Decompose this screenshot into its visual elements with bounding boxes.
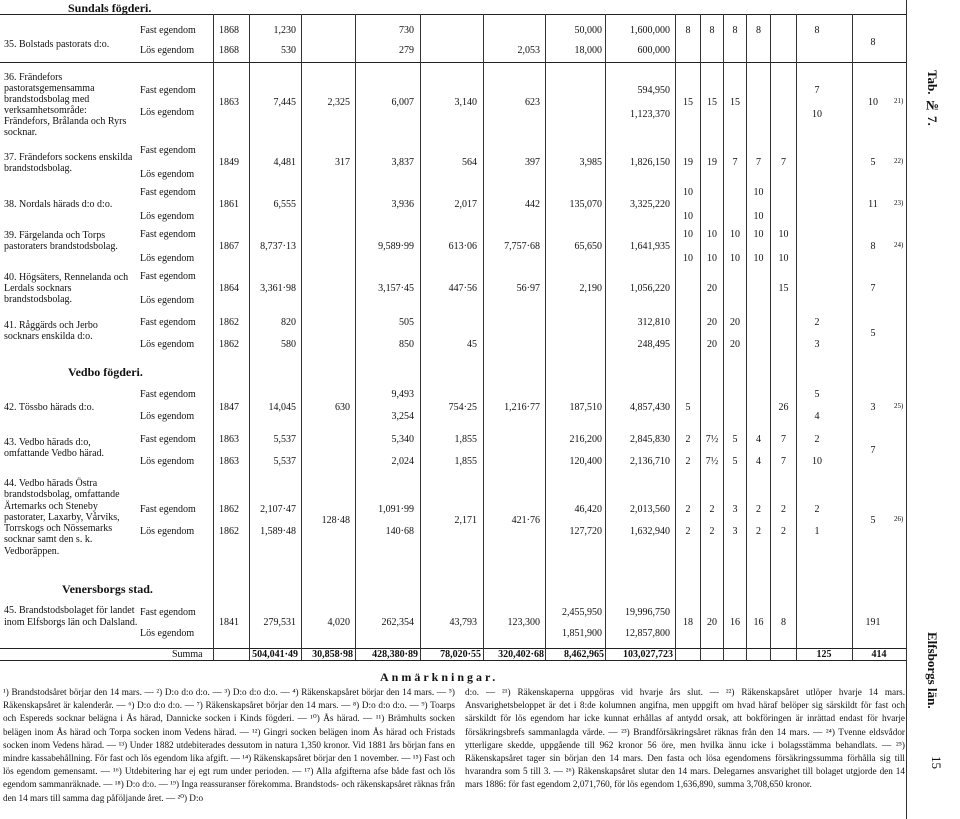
cell: 594,950 bbox=[637, 85, 670, 96]
cell: 248,495 bbox=[637, 339, 670, 350]
notes-right: d:o. — ²¹) Räkenskaperna uppgöras vid hvarje års slut. — ²²) Räkenskapsåret utlöper hvarje 14 mars. Ansvarighetsbeloppet är det i 8:de kolumnen angifna, men uppgift om hvad häraf belöper sig särskildt för fast och särskildt för lös egendom har icke kunnat erhållas af antydd orsak, att bokföringen är inrättad endast för hvarje försäkringsbrefs sammanlagda värde. — ²³) Brandförsäkringsåret räknas från den 14 mars. — ²⁴) Tvenne eldsvådor ytterligare skedde, uppgående till 962 kronor 56 öre, men hvilka ännu icke i bolagsstämma behandlats. — ²⁵) Räkenskapsåret tager sin början den 14 mars. Den fasta och lösa egendomens försäkringssumma förhålla sig till hvarandra som 5 till 3. — ²⁶) Räkenskapsåret slutar den 14 mars. Delegarnes ansvarighet till bolaget utgjorde den 14 mars 1886: för fast egendom 2,071,760, för lös egendom 1,636,890, summa 3,708,650 kronor. bbox=[465, 687, 905, 790]
kind-los: Lös egendom bbox=[140, 411, 195, 422]
cell: 2 bbox=[814, 434, 820, 445]
cell: 16 bbox=[730, 617, 740, 628]
column-rule bbox=[545, 14, 546, 660]
cell: 7 bbox=[781, 456, 786, 467]
column-rule bbox=[355, 14, 356, 660]
footnote-ref: 25) bbox=[894, 402, 904, 410]
cell: 7,757·68 bbox=[504, 241, 540, 252]
cell: 18,000 bbox=[574, 45, 602, 56]
cell: 1,589·48 bbox=[260, 526, 296, 537]
cell: 312,810 bbox=[637, 317, 670, 328]
cell: 2 bbox=[781, 504, 786, 515]
table-number-label: Tab. № 7. bbox=[925, 70, 940, 126]
cell: 2,845,830 bbox=[630, 434, 670, 445]
cell: 2,013,560 bbox=[630, 504, 670, 515]
cell: 1,123,370 bbox=[630, 109, 670, 120]
cell: 2 bbox=[814, 504, 820, 515]
sum-cell: 414 bbox=[871, 649, 887, 660]
column-rule bbox=[420, 14, 421, 660]
year: 1864 bbox=[219, 283, 239, 294]
sum-cell: 8,462,965 bbox=[564, 649, 604, 660]
row-label: 38. Nordals härads d:o d:o. bbox=[4, 199, 113, 210]
kind-los: Lös egendom bbox=[140, 295, 195, 306]
cell: 140·68 bbox=[385, 526, 414, 537]
row-label: 44. Vedbo härads Östra brandstodsbolag, omfattande Ärtemarks och Steneby pastorater, Laxarby, Vårviks, Torrskogs och Nössemarks socknar samt den s. k. Vedboräppen. bbox=[4, 478, 120, 557]
cell: 1,851,900 bbox=[562, 628, 602, 639]
sum-label: Summa bbox=[172, 649, 203, 660]
cell: 8 bbox=[781, 617, 786, 628]
cell: 3,140 bbox=[454, 97, 477, 108]
kind-los: Lös egendom bbox=[140, 526, 195, 537]
cell: 421·76 bbox=[511, 515, 540, 526]
kind-fast: Fast egendom bbox=[140, 271, 196, 282]
kind-fast: Fast egendom bbox=[140, 25, 196, 36]
cell: 10 bbox=[753, 211, 764, 222]
cell: 1,091·99 bbox=[378, 504, 414, 515]
cell: 397 bbox=[525, 157, 540, 168]
year: 1841 bbox=[219, 617, 239, 628]
kind-los: Lös egendom bbox=[140, 456, 195, 467]
column-rule bbox=[249, 14, 250, 660]
kind-fast: Fast egendom bbox=[140, 434, 196, 445]
cell: 127,720 bbox=[569, 526, 602, 537]
cell: 2 bbox=[685, 434, 691, 445]
cell: 1,056,220 bbox=[630, 283, 670, 294]
cell: 50,000 bbox=[574, 25, 602, 36]
cell: 5 bbox=[870, 328, 876, 339]
cell: 7 bbox=[756, 157, 761, 168]
kind-los: Lös egendom bbox=[140, 169, 195, 180]
year: 1847 bbox=[219, 402, 239, 413]
sum-cell: 30,858·98 bbox=[312, 649, 353, 660]
cell: 10 bbox=[778, 229, 789, 240]
cell: 6,555 bbox=[273, 199, 296, 210]
row-label: 36. Frändefors pastoratsgemensamma brandstodsbolag med verksamhetsområde: Frändefors, Brålanda och Ryrs socknar. bbox=[4, 72, 127, 138]
sum-cell: 103,027,723 bbox=[623, 649, 673, 660]
cell: 2,190 bbox=[579, 283, 602, 294]
row-label: 39. Färgelanda och Torps pastoraters brandstodsbolag. bbox=[4, 230, 118, 252]
cell: 442 bbox=[525, 199, 540, 210]
cell: 279 bbox=[399, 45, 414, 56]
footnote-ref: 24) bbox=[894, 241, 904, 249]
cell: 447·56 bbox=[448, 283, 477, 294]
column-rule bbox=[723, 14, 724, 660]
cell: 4 bbox=[814, 411, 820, 422]
column-rule bbox=[770, 14, 771, 660]
cell: 43,793 bbox=[449, 617, 477, 628]
notes-title: Anmärkningar. bbox=[380, 670, 499, 684]
cell: 2 bbox=[756, 504, 761, 515]
cell: 14,045 bbox=[268, 402, 296, 413]
cell: 5 bbox=[685, 402, 691, 413]
cell: 1,855 bbox=[454, 434, 477, 445]
cell: 4,481 bbox=[273, 157, 296, 168]
cell: 2 bbox=[709, 504, 715, 515]
year: 1862 bbox=[219, 526, 239, 537]
cell: 8 bbox=[870, 37, 876, 48]
cell: 135,070 bbox=[569, 199, 602, 210]
cell: 3,985 bbox=[579, 157, 602, 168]
cell: 20 bbox=[707, 339, 717, 350]
row-label: 35. Bolstads pastorats d:o. bbox=[4, 39, 110, 50]
cell: 730 bbox=[399, 25, 414, 36]
cell: 7 bbox=[814, 85, 820, 96]
year: 1863 bbox=[219, 97, 239, 108]
kind-fast: Fast egendom bbox=[140, 85, 196, 96]
cell: 10 bbox=[707, 229, 717, 240]
cell: 191 bbox=[865, 617, 881, 628]
cell: 630 bbox=[335, 402, 350, 413]
cell: 5,340 bbox=[391, 434, 414, 445]
year: 1861 bbox=[219, 199, 239, 210]
kind-fast: Fast egendom bbox=[140, 389, 196, 400]
kind-fast: Fast egendom bbox=[140, 187, 196, 198]
cell: 12,857,800 bbox=[625, 628, 670, 639]
year: 1862 bbox=[219, 504, 239, 515]
cell: 820 bbox=[281, 317, 296, 328]
cell: 10 bbox=[683, 253, 693, 264]
cell: 5 bbox=[814, 389, 820, 400]
sum-cell: 78,020·55 bbox=[440, 649, 481, 660]
cell: 9,493 bbox=[391, 389, 414, 400]
cell: 20 bbox=[707, 283, 717, 294]
footnote-ref: 21) bbox=[894, 97, 904, 105]
kind-los: Lös egendom bbox=[140, 339, 195, 350]
cell: 5 bbox=[732, 456, 738, 467]
kind-los: Lös egendom bbox=[140, 45, 195, 56]
cell: 8 bbox=[709, 25, 715, 36]
cell: 3,157·45 bbox=[378, 283, 414, 294]
header-venersborg: Venersborgs stad. bbox=[62, 582, 153, 596]
cell: 2,107·47 bbox=[260, 504, 296, 515]
cell: 5,537 bbox=[273, 456, 296, 467]
kind-los: Lös egendom bbox=[140, 107, 195, 118]
cell: 15 bbox=[707, 97, 717, 108]
cell: 10 bbox=[753, 187, 764, 198]
cell: 1,216·77 bbox=[504, 402, 540, 413]
cell: 623 bbox=[525, 97, 540, 108]
cell: 10 bbox=[868, 97, 878, 108]
column-rule bbox=[746, 14, 747, 660]
cell: 216,200 bbox=[569, 434, 602, 445]
cell: 10 bbox=[753, 253, 764, 264]
cell: 18 bbox=[683, 617, 693, 628]
header-vedbo: Vedbo fögderi. bbox=[68, 365, 143, 379]
cell: 505 bbox=[399, 317, 414, 328]
cell: 120,400 bbox=[569, 456, 602, 467]
cell: 2 bbox=[685, 456, 691, 467]
cell: 3,361·98 bbox=[260, 283, 296, 294]
year: 1863 bbox=[219, 434, 239, 445]
cell: 187,510 bbox=[569, 402, 602, 413]
cell: 4,020 bbox=[327, 617, 350, 628]
cell: 2 bbox=[781, 526, 786, 537]
cell: 10 bbox=[707, 253, 717, 264]
cell: 46,420 bbox=[574, 504, 602, 515]
cell: 7,445 bbox=[273, 97, 296, 108]
cell: 45 bbox=[467, 339, 477, 350]
sum-cell: 320,402·68 bbox=[498, 649, 544, 660]
cell: 10 bbox=[812, 456, 822, 467]
cell: 26 bbox=[778, 402, 789, 413]
cell: 15 bbox=[683, 97, 693, 108]
kind-los: Lös egendom bbox=[140, 211, 195, 222]
cell: 7 bbox=[870, 445, 876, 456]
cell: 2,024 bbox=[391, 456, 414, 467]
year: 1862 bbox=[219, 317, 239, 328]
column-rule bbox=[301, 14, 302, 660]
year: 1863 bbox=[219, 456, 239, 467]
cell: 1,641,935 bbox=[630, 241, 670, 252]
kind-fast: Fast egendom bbox=[140, 229, 196, 240]
cell: 10 bbox=[778, 253, 789, 264]
cell: 10 bbox=[683, 187, 693, 198]
cell: 7½ bbox=[705, 434, 719, 445]
cell: 6,007 bbox=[391, 97, 414, 108]
cell: 279,531 bbox=[263, 617, 296, 628]
cell: 3 bbox=[870, 402, 876, 413]
cell: 11 bbox=[868, 199, 878, 210]
cell: 2 bbox=[685, 504, 691, 515]
notes-left: ¹) Brandstodsåret börjar den 14 mars. — ²) D:o d:o d:o. — ³) D:o d:o d:o. — ⁴) Räkenskapsåret börjar den 14 mars. — ⁵) Räkenskapsåret är kalenderår. — ⁶) D:o d:o d:o. — ⁷) Räkenskapsåret börjar den 14 mars. — ⁸) D:o d:o d:o. — ⁹) Toarps och Espereds socknar belägna i Ås härad, Dannicke socken i Kinds fögderi. — ¹⁰) Ås härad. — ¹¹) Brämhults socken belägen inom Ås härad och Torpa socken inom Vedens härad. — ¹²) Gingri socken belägen inom Ås härad och Fristads socken inom Vedens härad. — ¹³) Under 1882 utdebiterades dessutom in natura 1,350 kronor. Vid 1881 års början fans en mindre kassabehållning. För fast och lös egendom lika afgift. — ¹⁴) Räkenskapsåret börjar den 1 november. — ¹⁵) Fast och lös egendom gemensamt. — ¹⁶) Utdebitering har ej egt rum under perioden. — ¹⁷) Alla afgifterna afse både fast och lös egendom sammanräknade. — ¹⁸) D:o d:o. — ¹⁹) Inga reassuranser förekomma. Brandstods- och räkenskapsåret räknas från den 14 mars till samma dag påföljande året. — ²⁰) D:o bbox=[3, 687, 455, 803]
cell: 56·97 bbox=[516, 283, 540, 294]
year: 1867 bbox=[219, 241, 239, 252]
year: 1862 bbox=[219, 339, 239, 350]
kind-fast: Fast egendom bbox=[140, 145, 196, 156]
row-label: 43. Vedbo härads d:o, omfattande Vedbo härad. bbox=[4, 437, 105, 459]
cell: 2,053 bbox=[517, 45, 540, 56]
row-label: 40. Högsäters, Rennelanda och Lerdals socknars brandstodsbolag. bbox=[4, 272, 129, 305]
row-label: 45. Brandstodsbolaget för landet inom Elfsborgs län och Dalsland. bbox=[4, 605, 138, 628]
cell: 20 bbox=[707, 317, 717, 328]
cell: 20 bbox=[730, 339, 740, 350]
county-label: Elfsborgs län. bbox=[925, 632, 940, 709]
cell: 20 bbox=[730, 317, 740, 328]
year: 1849 bbox=[219, 157, 239, 168]
cell: 564 bbox=[462, 157, 477, 168]
column-rule bbox=[700, 14, 701, 660]
cell: 19 bbox=[683, 157, 693, 168]
kind-fast: Fast egendom bbox=[140, 607, 196, 618]
cell: 123,300 bbox=[507, 617, 540, 628]
footnote-ref: 26) bbox=[894, 515, 904, 523]
cell: 19,996,750 bbox=[625, 607, 670, 618]
column-rule bbox=[906, 0, 907, 819]
cell: 3 bbox=[814, 339, 820, 350]
cell: 10 bbox=[683, 211, 693, 222]
kind-fast: Fast egendom bbox=[140, 317, 196, 328]
cell: 850 bbox=[399, 339, 414, 350]
cell: 1,855 bbox=[454, 456, 477, 467]
cell: 2,325 bbox=[327, 97, 350, 108]
sum-cell: 504,041·49 bbox=[252, 649, 298, 660]
cell: 128·48 bbox=[321, 515, 350, 526]
cell: 1,600,000 bbox=[630, 25, 670, 36]
cell: 1,826,150 bbox=[630, 157, 670, 168]
cell: 10 bbox=[730, 229, 740, 240]
cell: 8 bbox=[732, 25, 738, 36]
column-rule bbox=[675, 14, 676, 660]
cell: 20 bbox=[707, 617, 717, 628]
cell: 5 bbox=[870, 515, 876, 526]
cell: 4,857,430 bbox=[630, 402, 670, 413]
cell: 262,354 bbox=[381, 617, 414, 628]
cell: 15 bbox=[778, 283, 789, 294]
cell: 3 bbox=[732, 526, 738, 537]
kind-los: Lös egendom bbox=[140, 628, 195, 639]
rule bbox=[0, 660, 906, 661]
cell: 7 bbox=[781, 434, 786, 445]
sum-cell: 428,380·89 bbox=[372, 649, 418, 660]
cell: 10 bbox=[683, 229, 693, 240]
sum-cell: 125 bbox=[816, 649, 832, 660]
cell: 10 bbox=[812, 109, 822, 120]
cell: 3,936 bbox=[391, 199, 414, 210]
cell: 16 bbox=[753, 617, 764, 628]
cell: 5,537 bbox=[273, 434, 296, 445]
footnote-ref: 22) bbox=[894, 157, 904, 165]
footnote-ref: 23) bbox=[894, 199, 904, 207]
cell: 65,650 bbox=[574, 241, 602, 252]
column-rule bbox=[483, 14, 484, 660]
cell: 9,589·99 bbox=[378, 241, 414, 252]
cell: 530 bbox=[281, 45, 296, 56]
cell: 1,230 bbox=[273, 25, 296, 36]
cell: 2 bbox=[814, 317, 820, 328]
cell: 4 bbox=[756, 434, 761, 445]
cell: 10 bbox=[753, 229, 764, 240]
cell: 1 bbox=[814, 526, 820, 537]
cell: 5 bbox=[870, 157, 876, 168]
cell: 19 bbox=[707, 157, 717, 168]
cell: 580 bbox=[281, 339, 296, 350]
column-rule bbox=[213, 14, 214, 660]
cell: 3,837 bbox=[391, 157, 414, 168]
cell: 317 bbox=[335, 157, 350, 168]
cell: 2,455,950 bbox=[562, 607, 602, 618]
cell: 754·25 bbox=[448, 402, 477, 413]
row-label: 42. Tössbo härads d:o. bbox=[4, 402, 95, 413]
cell: 2 bbox=[709, 526, 715, 537]
cell: 4 bbox=[756, 456, 761, 467]
cell: 2 bbox=[756, 526, 761, 537]
cell: 8 bbox=[756, 25, 761, 36]
row-label: 37. Frändefors sockens enskilda brandstodsbolag. bbox=[4, 152, 133, 174]
cell: 15 bbox=[730, 97, 740, 108]
year: 1868 bbox=[219, 45, 239, 56]
header-sundal: Sundals fögderi. bbox=[68, 1, 152, 15]
cell: 10 bbox=[730, 253, 740, 264]
cell: 7 bbox=[732, 157, 738, 168]
cell: 600,000 bbox=[637, 45, 670, 56]
cell: 3,254 bbox=[391, 411, 414, 422]
cell: 613·06 bbox=[448, 241, 477, 252]
page-number: 15 bbox=[929, 756, 944, 769]
kind-los: Lös egendom bbox=[140, 253, 195, 264]
cell: 7 bbox=[870, 283, 876, 294]
cell: 8 bbox=[814, 25, 820, 36]
cell: 2,017 bbox=[454, 199, 477, 210]
cell: 8 bbox=[685, 25, 691, 36]
year: 1868 bbox=[219, 25, 239, 36]
cell: 8,737·13 bbox=[260, 241, 296, 252]
cell: 7½ bbox=[705, 456, 719, 467]
cell: 5 bbox=[732, 434, 738, 445]
cell: 3 bbox=[732, 504, 738, 515]
cell: 2,136,710 bbox=[630, 456, 670, 467]
cell: 8 bbox=[870, 241, 876, 252]
cell: 7 bbox=[781, 157, 786, 168]
cell: 1,632,940 bbox=[630, 526, 670, 537]
kind-fast: Fast egendom bbox=[140, 504, 196, 515]
cell: 2,171 bbox=[454, 515, 477, 526]
cell: 3,325,220 bbox=[630, 199, 670, 210]
cell: 2 bbox=[685, 526, 691, 537]
row-label: 41. Råggärds och Jerbo socknars enskilda d:o. bbox=[4, 320, 98, 342]
